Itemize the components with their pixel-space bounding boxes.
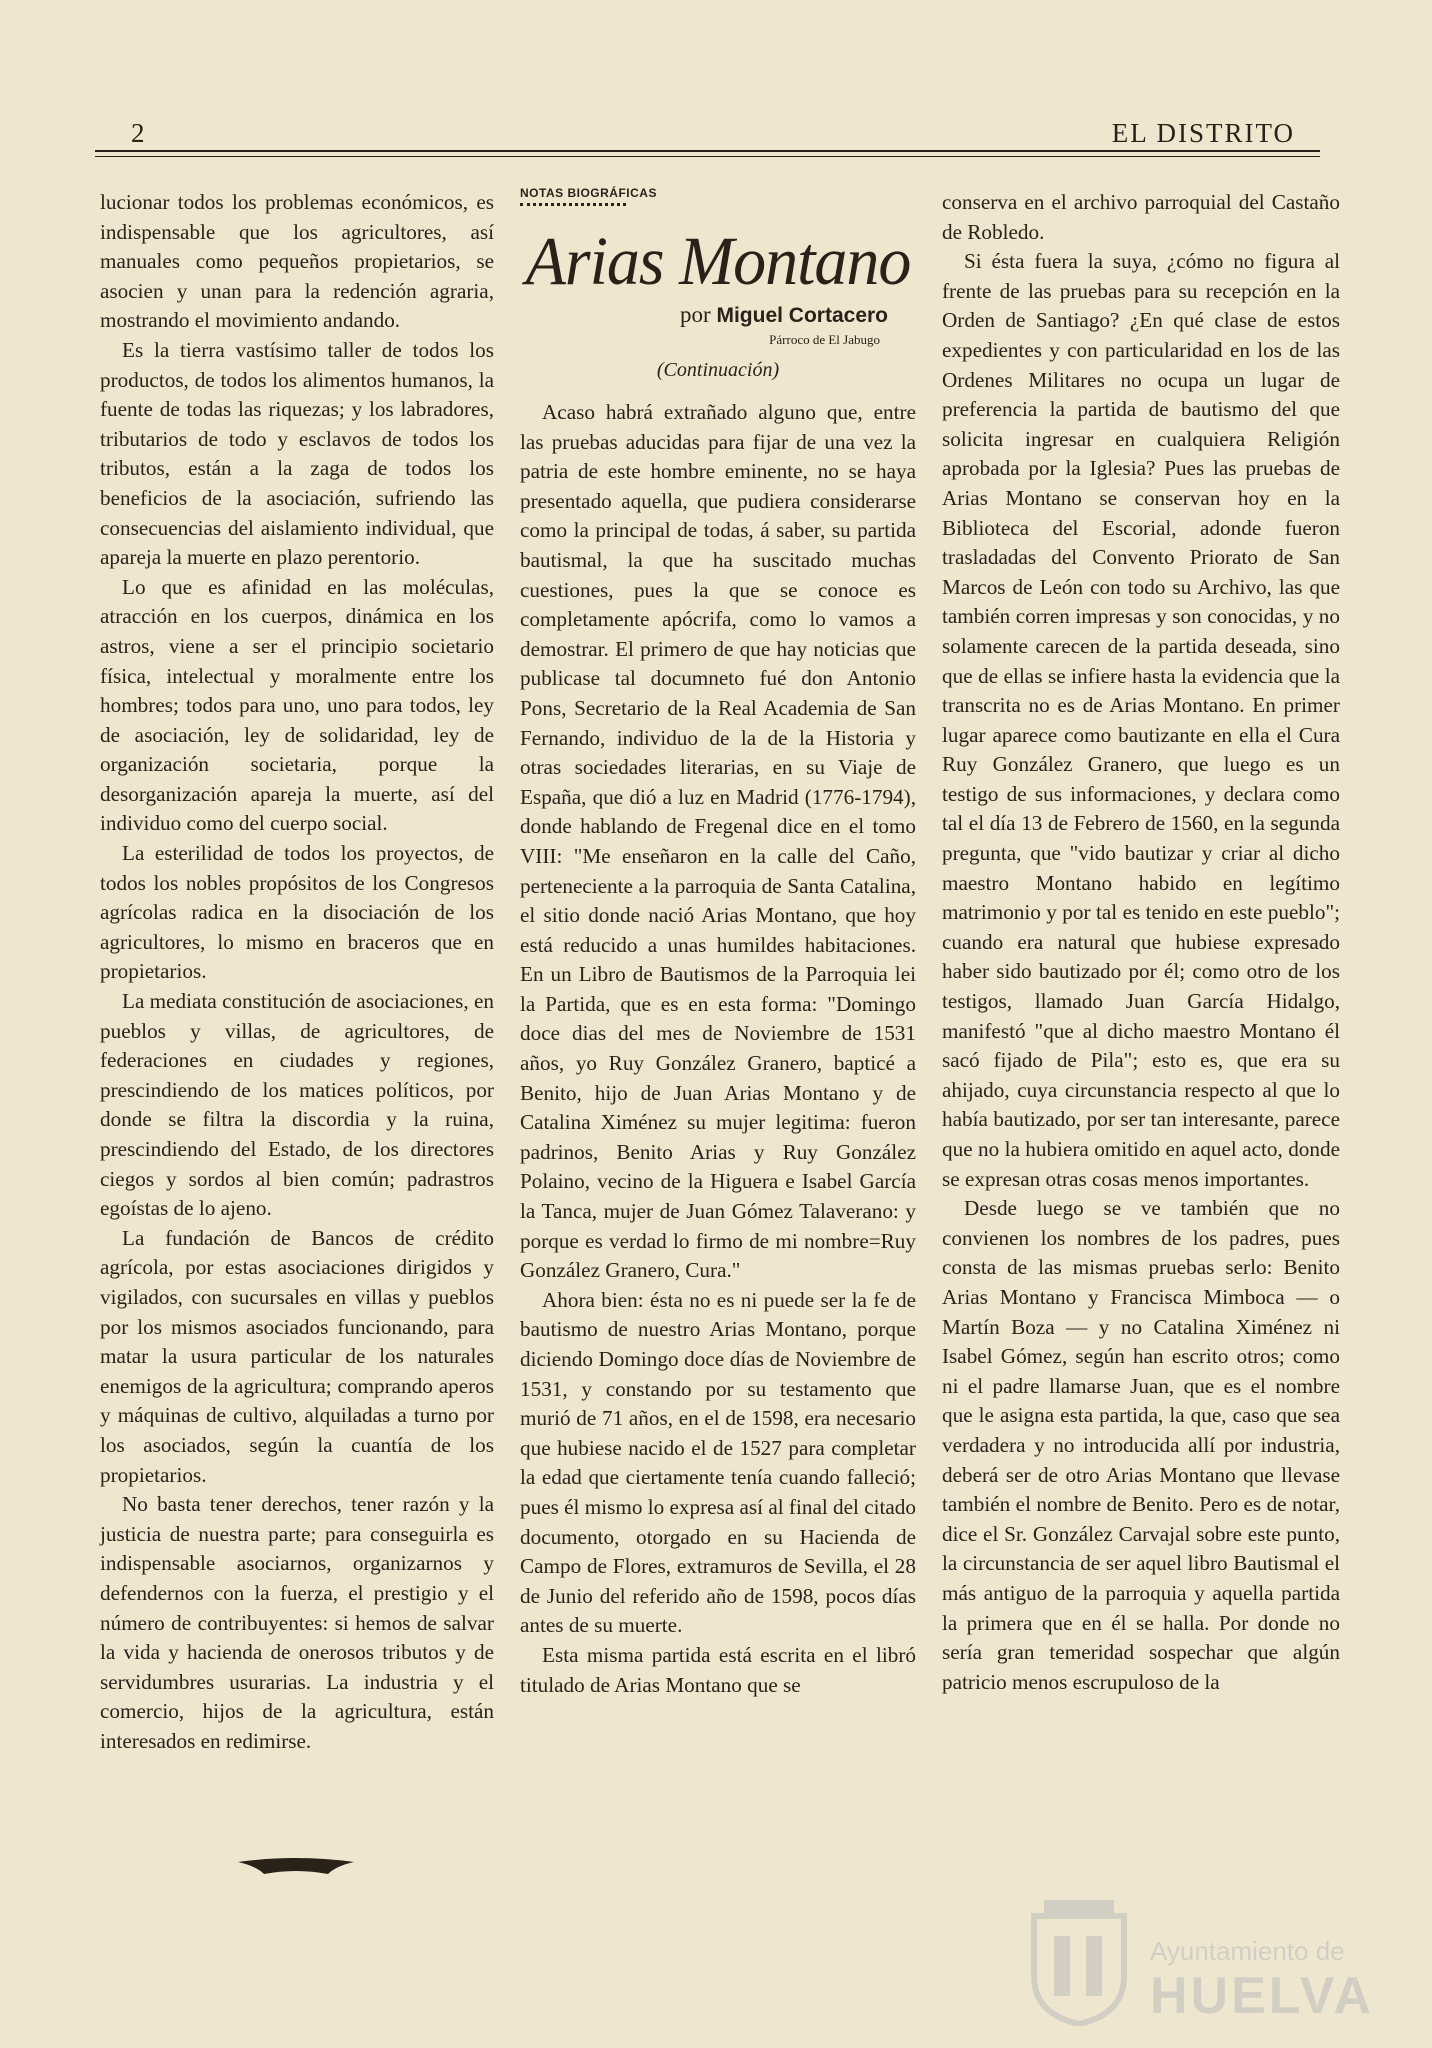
newspaper-name: EL DISTRITO xyxy=(1111,118,1295,148)
article-heading xyxy=(520,186,916,421)
paragraph: Esta misma partida está escrita en el libró titulado de Arias Montano que se xyxy=(520,1642,916,1697)
archive-watermark xyxy=(1010,1896,1375,2036)
paragraph: Es la tierra vastísimo taller de todos los productos, de todos los alimentos humanos, la fuente de todas las riquezas; y los labradores, tributarios de todo y esclavos de todos los tributos, están a la zaga de todos los beneficios de la asociación, sufriendo las consecuencias del aislamiento individual, que apareja la muerte en plazo perentorio. xyxy=(100,337,494,570)
column-2 xyxy=(520,398,916,1700)
header-rule xyxy=(95,150,1320,152)
paragraph: Si ésta fuera la suya, ¿cómo no figura al frente de las pruebas para su recepción en la Orden de Santiago? ¿En qué clase de estos expedientes y con particularidad en los de las Ordenes Militares no ocupa un lugar de preferencia la partida de bautismo del que solicita ingresar en cualquiera Religión aprobada por la Iglesia? Pues las pruebas de Arias Montano se conservan hoy en la Biblioteca del Escorial, adonde fueron trasladadas del Convento Priorato de San Marcos de León con todo su Archivo, las que también corren impresas y son conocidas, y no solamente carecen de la partida deseada, sino que de ellas se infiere hasta la evidencia que la transcrita no es de Arias Montano. En primer lugar aparece como bautizante en ella el Cura Ruy González Granero, que luego es un testigo de sus informaciones, y declara como tal el día 13 de Febrero de 1560, en la segunda pregunta, que "vido bautizar y criar al dicho maestro Montano habido en legítimo matrimonio y por tal es tenido en este pueblo"; cuando era natural que hubiese expresado haber sido bautizado por él; como otro de los testigos, llamado Juan García Hidalgo, manifestó "que al dicho maestro Montano él sacó fijado de Pila"; esto es, que era su ahijado, cuya circunstancia respecto al que lo había bautizado, por ser tan interesante, parece que no la hubiera omitido en aquel acto, donde se expresan otras cosas menos importantes. xyxy=(942,249,1340,1191)
paragraph: No basta tener derechos, tener razón y la justicia de nuestra parte; para conseguirla es indispensable asociarnos, organizarnos y defendernos con la fuerza, el prestigio y el número de contribuyentes: si hemos de salvar la vida y hacienda de onerosos tributos y de servidumbres usurarias. La industria y el comercio, hijos de la agricultura, están interesados en redimirse. xyxy=(100,1492,494,1753)
watermark-line-2: HUELVA xyxy=(1150,1967,1375,2025)
paragraph: La fundación de Bancos de crédito agrícola, por estas asociaciones dirigidos y vigilados, con sucursales en villas y pueblos por los mismos asociados funcionando, para matar la usura particular de los naturales enemigos de la agricultura; comprando aperos y máquinas de cultivo, alquiladas a turno por los asociados, según la cuantía de los propietarios. xyxy=(100,1225,494,1487)
section-label: NOTAS BIOGRÁFICAS xyxy=(520,186,657,200)
paragraph: La esterilidad de todos los proyectos, de todos los nobles propósitos de los Congresos agrícolas radica en la disociación de los agricultores, lo mismo en braceros que en propietarios. xyxy=(100,841,494,984)
paragraph: conserva en el archivo parroquial del Castaño de Robledo. xyxy=(942,190,1340,244)
dotted-rule xyxy=(520,203,626,206)
page-header xyxy=(95,118,1305,154)
page-number: 2 xyxy=(131,118,145,148)
watermark-line-1: Ayuntamiento de xyxy=(1150,1936,1345,1966)
author-name: Miguel Cortacero xyxy=(716,304,888,327)
byline-prefix: por xyxy=(680,302,711,327)
coat-of-arms-icon xyxy=(1024,1896,1134,2026)
paragraph: Desde luego se ve también que no convienen los nombres de los padres, pues consta de las mismas pruebas serlo: Benito Arias Montano y Francisca Mimboca — o Martín Boza — y no Catalina Ximénez ni Isabel Gómez, según han escrito otros; como ni el padre llamarse Juan, que es el nombre que le asigna esta partida, la que, caso que sea verdadera y no introducida allí por industria, deberá ser de otro Arias Montano que llevase también el nombre de Benito. Pero es de notar, dice el Sr. González Carvajal sobre este punto, la circunstancia de ser aquel libro Bautismal el más antiguo de la parroquia y aquella partida la primera que en él se halla. Por donde no sería gran temeridad sospechar que algún patricio menos escrupuloso de la xyxy=(942,1196,1340,1694)
column-1 xyxy=(100,188,494,1756)
paragraph: Acaso habrá extrañado alguno que, entre las pruebas aducidas para fijar de una vez la patria de este hombre eminente, no se haya presentado aquella, que pudiera considerarse como la principal de todas, á saber, su partida bautismal, la que ha suscitado muchas cuestiones, pues la que se conoce es completamente apócrifa, como lo vamos a demostrar. El primero de que hay noticias que publicase tal documneto fué don Antonio Pons, Secretario de la Real Academia de San Fernando, individuo de la de la Historia y otras sociedades literarias, en su Viaje de España, que dió a luz en Madrid (1776-1794), donde hablando de Fregenal dice en el tomo VIII: "Me enseñaron en la calle del Caño, perteneciente a la parroquia de Santa Catalina, el sitio donde nació Arias Montano, que hoy está reducido a unas humildes habitaciones. En un Libro de Bautismos de la Parroquia lei la Partida, que es en esta forma: "Domingo doce dias del mes de Noviembre de 1531 años, yo Ruy González Granero, bapticé a Benito, hijo de Juan Arias Montano y de Catalina Ximénez su mujer legitima: fueron padrinos, Benito Arias y Ruy González Polaino, vecino de la Higuera e Isabel García la Tanca, mujer de Juan Gómez Talaverano: y porque es verdad lo firmo de mi nombre=Ruy González Granero, Cura." xyxy=(520,400,916,1283)
paragraph: Ahora bien: ésta no es ni puede ser la fe de bautismo de nuestro Arias Montano, porque diciendo Domingo doce días de Noviembre de 1531, y constando por su testamento que murió de 71 años, en el de 1598, era necesario que hubiese nacido el de 1527 para completar la edad que ciertamente tenía cuando falleció; pues él mismo lo expresa así al final del citado documento, otorgado en su Hacienda de Campo de Flores, extramuros de Sevilla, el 28 de Junio del referido año de 1598, pocos días antes de su muerte. xyxy=(520,1287,916,1638)
paragraph: La mediata constitución de asociaciones, en pueblos y villas, de agricultores, de federaciones en ciudades y regiones, prescindiendo de los matices políticos, por donde se filtra la discordia y la ruina, prescindiendo del Estado, de los directores ciegos y sordos al bien común; padrastros egoístas de lo ajeno. xyxy=(100,989,494,1221)
paragraph: lucionar todos los problemas económicos, es indispensable que los agricultores, así manuales como pequeños propietarios, se asocien y unan para la redención agraria, mostrando el movimiento andando. xyxy=(100,190,494,333)
column-3 xyxy=(942,188,1340,1697)
end-ornament xyxy=(236,1856,356,1878)
header-rule-thin xyxy=(95,156,1320,157)
continuation-note: (Continuación) xyxy=(656,359,780,381)
author-affiliation: Párroco de El Jabugo xyxy=(769,332,880,347)
paragraph: Lo que es afinidad en las moléculas, atracción en los cuerpos, dinámica en los astros, viene a ser el principio societario física, intelectual y moralmente entre los hombres; todos para uno, uno para todos, ley de asociación, ley de solidaridad, ley de organización societaria, porque la desorganización apareja la muerte, así del individuo como del cuerpo social. xyxy=(100,574,494,836)
byline xyxy=(680,302,888,328)
article-title: Arias Montano xyxy=(525,223,911,300)
